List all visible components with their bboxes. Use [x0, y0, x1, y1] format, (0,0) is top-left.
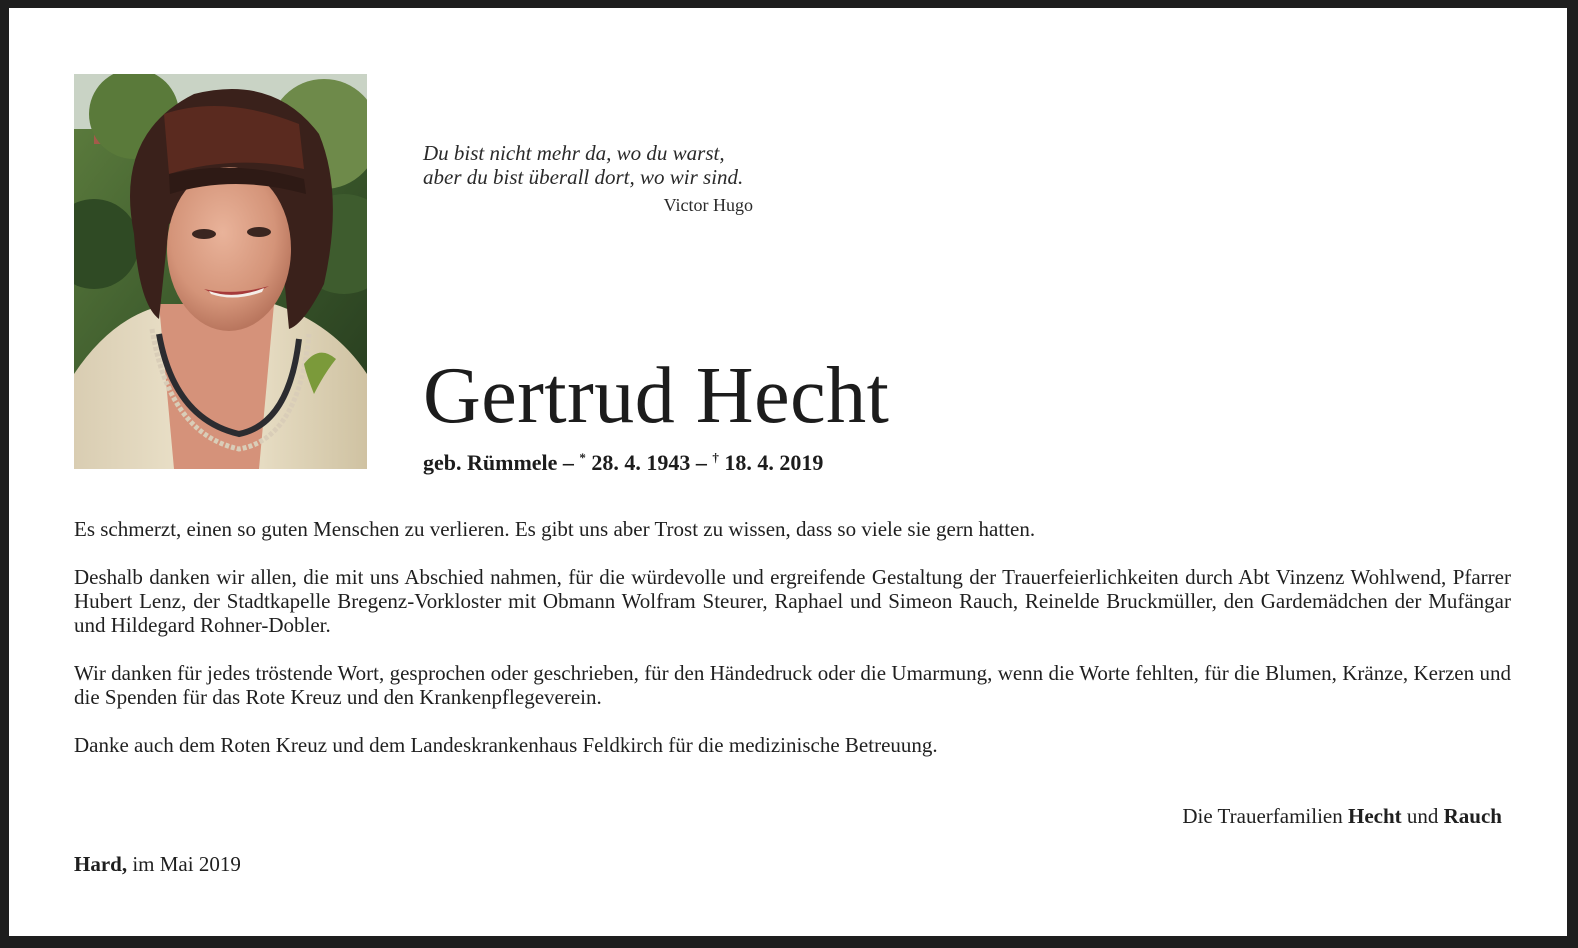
- place-date: im Mai 2019: [127, 852, 241, 876]
- family-name-1: Hecht: [1347, 804, 1402, 828]
- quote-line-1: Du bist nicht mehr da, wo du warst,: [423, 141, 725, 165]
- life-dates: [423, 444, 823, 477]
- place-town: Hard,: [74, 852, 128, 876]
- dash-separator: –: [690, 450, 713, 475]
- portrait-photo: [74, 74, 367, 469]
- deceased-name: Gertrud Hecht: [423, 352, 890, 440]
- dash-separator: –: [557, 450, 580, 475]
- quote-author: Victor Hugo: [663, 195, 753, 215]
- thank-you-text: [74, 517, 1511, 757]
- place-and-date: [74, 851, 241, 877]
- birth-name: geb. Rümmele: [423, 450, 558, 475]
- signature-prefix: Die Trauerfamilien: [1182, 804, 1348, 828]
- death-date: 18. 4. 2019: [718, 450, 824, 475]
- birth-star-icon: *: [579, 450, 586, 465]
- quote-line-2: aber du bist überall dort, wo wir sind.: [423, 165, 744, 189]
- death-cross-icon: †: [712, 450, 719, 465]
- quote-block: [423, 141, 753, 216]
- family-signature: [1182, 803, 1502, 829]
- paragraph-1: Es schmerzt, einen so guten Menschen zu verlieren. Es gibt uns aber Trost zu wissen, dass so viele sie gern hatten.: [74, 517, 1036, 541]
- paragraph-3: Wir danken für jedes tröstende Wort, gesprochen oder geschrieben, für den Händedruck oder die Umarmung, wenn die Worte fehlten, für die Blumen, Kränze, Kerzen und die Spenden für das Rote Kreuz und den Krankenpflegeverein.: [74, 661, 1511, 709]
- paragraph-2: Deshalb danken wir allen, die mit uns Abschied nahmen, für die würdevolle und ergreifende Gestaltung der Trauerfeierlichkeiten durch Abt Vinzenz Wohlwend, Pfarrer Hubert Lenz, der Stadtkapelle Bregenz-Vorkloster mit Obmann Wolfram Steurer, Raphael und Simeon Rauch, Reinelde Bruckmüller, den Gardemädchen der Mufängar und Hildegard Rohner-Dobler.: [74, 565, 1511, 637]
- family-name-2: Rauch: [1443, 804, 1502, 828]
- signature-conjunction: und: [1401, 804, 1444, 828]
- paragraph-4: Danke auch dem Roten Kreuz und dem Landeskrankenhaus Feldkirch für die medizinische Betreuung.: [74, 733, 938, 757]
- birth-date: 28. 4. 1943: [585, 450, 691, 475]
